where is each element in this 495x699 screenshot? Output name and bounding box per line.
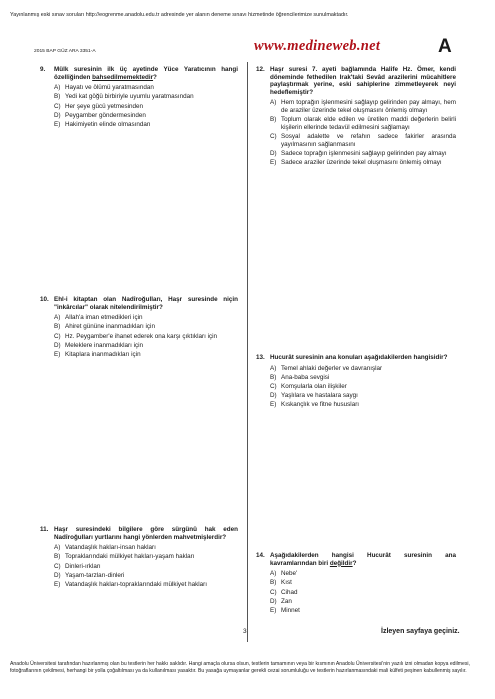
option-letter: A) — [54, 314, 61, 322]
option-letter: E) — [54, 120, 61, 128]
option-text: Yaşlılara ve hastalara saygı — [281, 392, 358, 400]
option-text: Sadece toprağın işlenmesini sağlayıp gelirinden pay almayı — [281, 149, 447, 157]
option-c[interactable] — [54, 333, 238, 341]
column-divider — [247, 62, 248, 642]
option-e[interactable] — [54, 351, 238, 359]
option-letter: B) — [54, 93, 61, 101]
option-text: Kitaplara inanmadıkları için — [65, 350, 141, 358]
page-number: 3 — [243, 628, 247, 635]
question-10 — [40, 296, 238, 360]
option-letter: B) — [54, 553, 61, 561]
option-text: Meleklere inanmadıkları için — [65, 341, 144, 349]
question-stem: Aşağıdakilerden hangisi Hucurât suresinin ana kavramlarından biri değildir? — [270, 552, 456, 567]
option-text: Peygamber göndermesinden — [65, 111, 146, 119]
option-e[interactable] — [54, 121, 238, 129]
option-text: Zan — [281, 597, 292, 605]
option-letter: C) — [54, 332, 61, 340]
question-number: 14. — [256, 552, 265, 559]
option-letter: D) — [54, 571, 61, 579]
option-letter: E) — [270, 158, 277, 166]
option-text: Ahiret gününe inanmadıkları için — [65, 323, 155, 331]
booklet-type: A — [438, 36, 452, 57]
option-text: Yedi kat göğü birbiriyle uyumlu yaratmasından — [65, 93, 194, 101]
option-letter: E) — [270, 401, 277, 409]
option-e[interactable] — [270, 159, 456, 167]
option-letter: D) — [270, 149, 277, 157]
option-e[interactable] — [270, 401, 456, 409]
question-stem: Haşr suresindeki bilgilere göre sürgünü hak eden Nadîroğulları yurtlarını hangi yönlerden mahvetmişlerdir? — [54, 526, 238, 541]
option-c[interactable] — [54, 563, 238, 571]
option-text: Ana-baba sevgisi — [281, 373, 330, 381]
option-d[interactable] — [54, 572, 238, 580]
option-letter: D) — [270, 597, 277, 605]
option-c[interactable] — [270, 589, 456, 597]
option-text: Vatandaşlık hakları-insan hakları — [65, 544, 156, 552]
options-list — [256, 570, 456, 614]
exam-code: 2015 BAP GÜZ ARA 3351-A — [34, 49, 96, 54]
question-stem: Mülk suresinin ilk üç ayetinde Yüce Yaratıcının hangi özelliğinden bahsedilmemektedir? — [54, 66, 238, 81]
option-b[interactable] — [54, 323, 238, 331]
option-letter: A) — [270, 570, 277, 578]
option-text: Hayatı ve ölümü yaratmasından — [65, 84, 154, 92]
option-text: Dinleri-ırkları — [65, 562, 101, 570]
question-12 — [256, 66, 456, 168]
option-e[interactable] — [270, 607, 456, 615]
question-9 — [40, 66, 238, 130]
options-list — [40, 84, 238, 128]
option-text: Cihad — [281, 588, 298, 596]
option-e[interactable] — [54, 581, 238, 589]
option-b[interactable] — [54, 553, 238, 561]
options-list — [40, 544, 238, 588]
option-a[interactable] — [270, 365, 456, 373]
option-text: Vatandaşlık hakları-topraklarındaki mülkiyet hakları — [65, 580, 207, 588]
option-letter: E) — [54, 350, 61, 358]
option-letter: A) — [54, 84, 61, 92]
option-b[interactable] — [270, 116, 456, 131]
option-text: Kıst — [281, 579, 292, 587]
option-text: Toplum olarak elde edilen ve üretilen maddi değerlerin belirli kişilerin ellerinde tedavül edilmesini sağlamayı — [281, 116, 456, 131]
option-c[interactable] — [54, 103, 238, 111]
option-text: Kıskançlık ve fitne hususları — [281, 401, 360, 409]
option-letter: A) — [270, 99, 277, 107]
option-letter: C) — [270, 132, 277, 140]
option-a[interactable] — [54, 544, 238, 552]
options-list — [256, 99, 456, 166]
option-text: Yaşam-tarzları-dinleri — [65, 571, 125, 579]
option-a[interactable] — [54, 84, 238, 92]
options-list — [40, 314, 238, 358]
question-stem: Haşr suresi 7. ayeti bağlamında Halife Hz. Ömer, kendi döneminde fethedilen Irak'taki Sevâd arazilerini mücahitlere paylaştırmak yerine, eski sahiplerine zimmetleyerek neyi hedeflemiştir? — [270, 66, 456, 96]
option-c[interactable] — [270, 133, 456, 148]
option-letter: B) — [270, 116, 277, 124]
question-number: 13. — [256, 354, 265, 361]
option-letter: E) — [270, 606, 277, 614]
option-letter: C) — [54, 562, 61, 570]
top-notice: Yayınlanmış eski sınav soruları http://eogrenme.anadolu.edu.tr adresinde yer alanın deneme sınavı hizmetinde öğrencilerimize sunulmaktadır. — [10, 12, 349, 18]
question-13 — [256, 354, 456, 411]
question-14 — [256, 552, 456, 616]
option-letter: C) — [270, 382, 277, 390]
option-letter: D) — [54, 111, 61, 119]
option-b[interactable] — [270, 579, 456, 587]
option-letter: B) — [54, 323, 61, 331]
option-a[interactable] — [270, 570, 456, 578]
option-text: Hz. Peygamber'e ihanet ederek ona karşı çıktıkları için — [65, 332, 218, 340]
option-d[interactable] — [270, 598, 456, 606]
option-letter: D) — [270, 392, 277, 400]
option-c[interactable] — [270, 383, 456, 391]
option-b[interactable] — [54, 93, 238, 101]
question-number: 9. — [40, 66, 46, 73]
question-11 — [40, 526, 238, 590]
option-letter: B) — [270, 373, 277, 381]
option-letter: D) — [54, 341, 61, 349]
option-letter: A) — [54, 544, 61, 552]
option-letter: C) — [270, 588, 277, 596]
option-text: Allah'a iman etmedikleri için — [65, 314, 143, 322]
option-letter: A) — [270, 364, 277, 372]
option-letter: B) — [270, 579, 277, 587]
option-text: Hakimiyetin elinde olmasından — [65, 120, 151, 128]
option-text: Sadece araziler üzerinde tekel oluşmasını önlemiş olmayı — [281, 158, 442, 166]
question-number: 10. — [40, 296, 49, 303]
option-a[interactable] — [270, 99, 456, 114]
next-page-note: İzleyen sayfaya geçiniz. — [381, 628, 460, 635]
option-text: Hem toprağın işlenmesini sağlayıp gelirinden pay almayı, hem de araziler üzerinde tekel oluşmasını önlemiş olmayı — [281, 99, 456, 114]
option-d[interactable] — [270, 392, 456, 400]
option-text: Temel ahlaki değerler ve davranışlar — [281, 364, 383, 372]
option-text: Komşularla olan ilişkiler — [281, 382, 347, 390]
option-text: Topraklarındaki mülkiyet hakları-yaşam hakları — [65, 553, 195, 561]
options-list — [256, 365, 456, 409]
option-d[interactable] — [270, 150, 456, 158]
option-b[interactable] — [270, 374, 456, 382]
option-letter: C) — [54, 102, 61, 110]
question-stem: Hucurât suresinin ana konuları aşağıdakilerden hangisidir? — [270, 354, 448, 361]
option-letter: E) — [54, 580, 61, 588]
copyright-footer: Anadolu Üniversitesi tarafından hazırlanmış olan bu testlerin her hakkı saklıdır. Hangi amaçla olursa olsun, testlerin tamamının veya bir kısmının Anadolu Üniversitesi'nin yazılı izni olmadan kopya edilmesi, fotoğraflarının çekilmesi, herhangi bir yolla çoğaltılması ya da kullanılması yasaktır. Bu yasağa uymayanlar gerekli cezai sorumluluğu ve testlerin hazırlanmasındaki mali külfeti peşinen kabullenmiş sayılır. — [10, 661, 470, 674]
question-number: 11. — [40, 526, 49, 533]
site-watermark: www.medineweb.net — [254, 38, 381, 54]
option-d[interactable] — [54, 342, 238, 350]
option-text: Minnet — [281, 606, 300, 614]
option-text: Sosyal adalette ve refahın sadece fakirler arasında yayılmasının sağlanmasını — [281, 132, 456, 148]
option-d[interactable] — [54, 112, 238, 120]
option-text: Nebe' — [281, 570, 298, 578]
question-stem: Ehl-i kitaptan olan Nadîroğulları, Haşr suresinde niçin "inkârcılar" olarak nitelendirilmiştir? — [54, 296, 238, 311]
option-text: Her şeye gücü yetmesinden — [65, 102, 144, 110]
option-a[interactable] — [54, 314, 238, 322]
question-number: 12. — [256, 66, 265, 73]
